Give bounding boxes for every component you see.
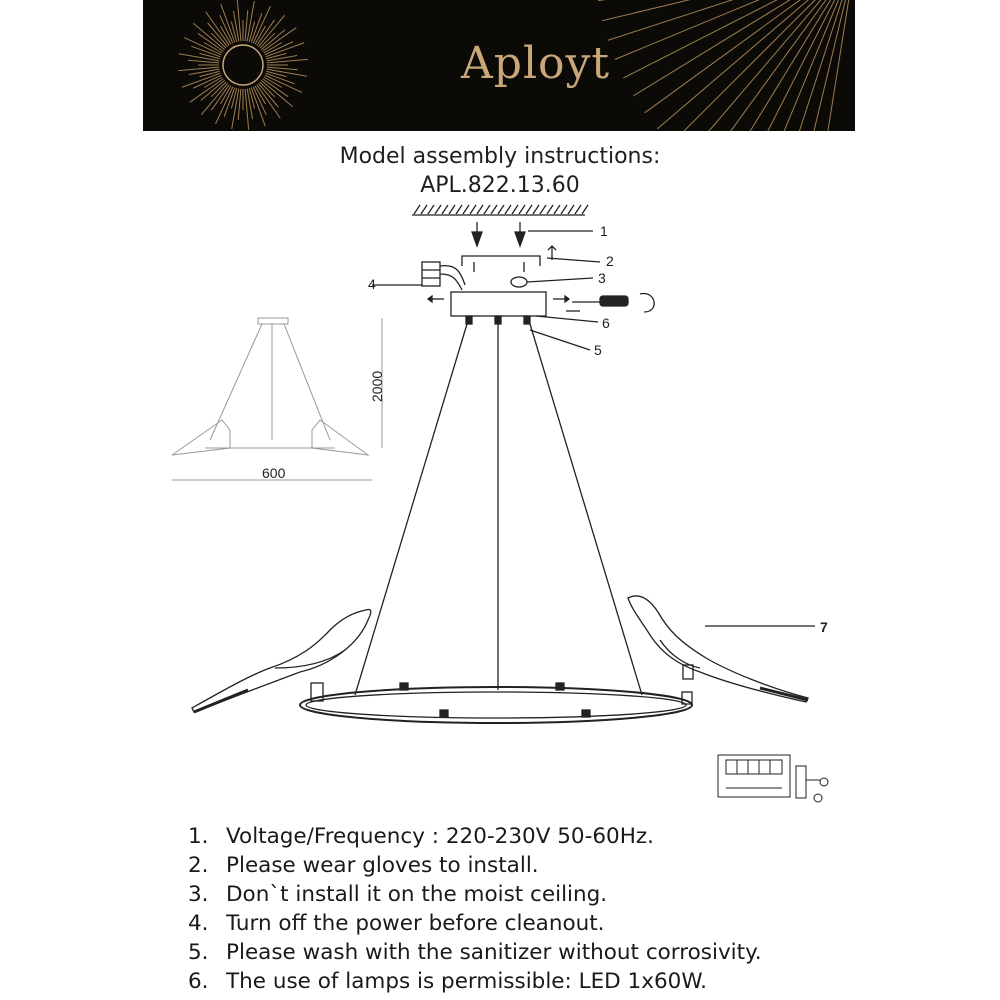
suspension-wires bbox=[355, 324, 642, 695]
list-item-text: The use of lamps is permissible: LED 1x60W. bbox=[226, 969, 707, 994]
callout-5: 5 bbox=[594, 342, 602, 358]
wiring-diagram bbox=[718, 755, 828, 802]
model-number: APL.822.13.60 bbox=[420, 173, 580, 198]
screwdriver-icon bbox=[536, 294, 654, 322]
list-item-text: Voltage/Frequency : 220-230V 50-60Hz. bbox=[226, 824, 655, 849]
instructions-list bbox=[188, 822, 762, 996]
ceiling-hatch bbox=[412, 205, 588, 215]
list-item bbox=[188, 822, 762, 851]
list-item bbox=[188, 880, 762, 909]
list-item-number: 4. bbox=[188, 911, 209, 936]
callout-1: 1 bbox=[600, 223, 608, 239]
list-item bbox=[188, 909, 762, 938]
led-ring bbox=[300, 683, 692, 723]
list-item-number: 6. bbox=[188, 969, 209, 994]
list-item-text: Don`t install it on the moist ceiling. bbox=[226, 882, 608, 907]
list-item-text: Please wear gloves to install. bbox=[226, 853, 539, 878]
brand-banner bbox=[143, 0, 855, 131]
page-title: Model assembly instructions: bbox=[339, 144, 661, 169]
assembly-diagram bbox=[0, 195, 1000, 815]
height-dimension-label: 2000 bbox=[369, 370, 385, 402]
list-item bbox=[188, 938, 762, 967]
list-item-number: 2. bbox=[188, 853, 209, 878]
list-item-number: 5. bbox=[188, 940, 209, 965]
mounting-bracket bbox=[462, 246, 600, 272]
callout-4: 4 bbox=[368, 276, 376, 292]
overview-drawing bbox=[172, 318, 382, 480]
callout-2: 2 bbox=[606, 253, 614, 269]
brand-logo: Aployt bbox=[461, 38, 611, 89]
width-dimension-label: 600 bbox=[262, 465, 286, 481]
list-item bbox=[188, 967, 762, 996]
ceiling-screws bbox=[472, 222, 593, 246]
list-item-text: Turn off the power before cleanout. bbox=[226, 911, 605, 936]
callout-6: 6 bbox=[602, 315, 610, 331]
list-item-number: 1. bbox=[188, 824, 209, 849]
bird-right bbox=[628, 596, 815, 704]
terminal-block bbox=[372, 262, 465, 290]
callout-3: 3 bbox=[598, 270, 606, 286]
list-item bbox=[188, 851, 762, 880]
canopy bbox=[428, 292, 569, 324]
callout-7: 7 bbox=[820, 619, 828, 635]
list-item-number: 3. bbox=[188, 882, 209, 907]
list-item-text: Please wash with the sanitizer without corrosivity. bbox=[226, 940, 762, 965]
bracket-screw bbox=[511, 277, 593, 287]
